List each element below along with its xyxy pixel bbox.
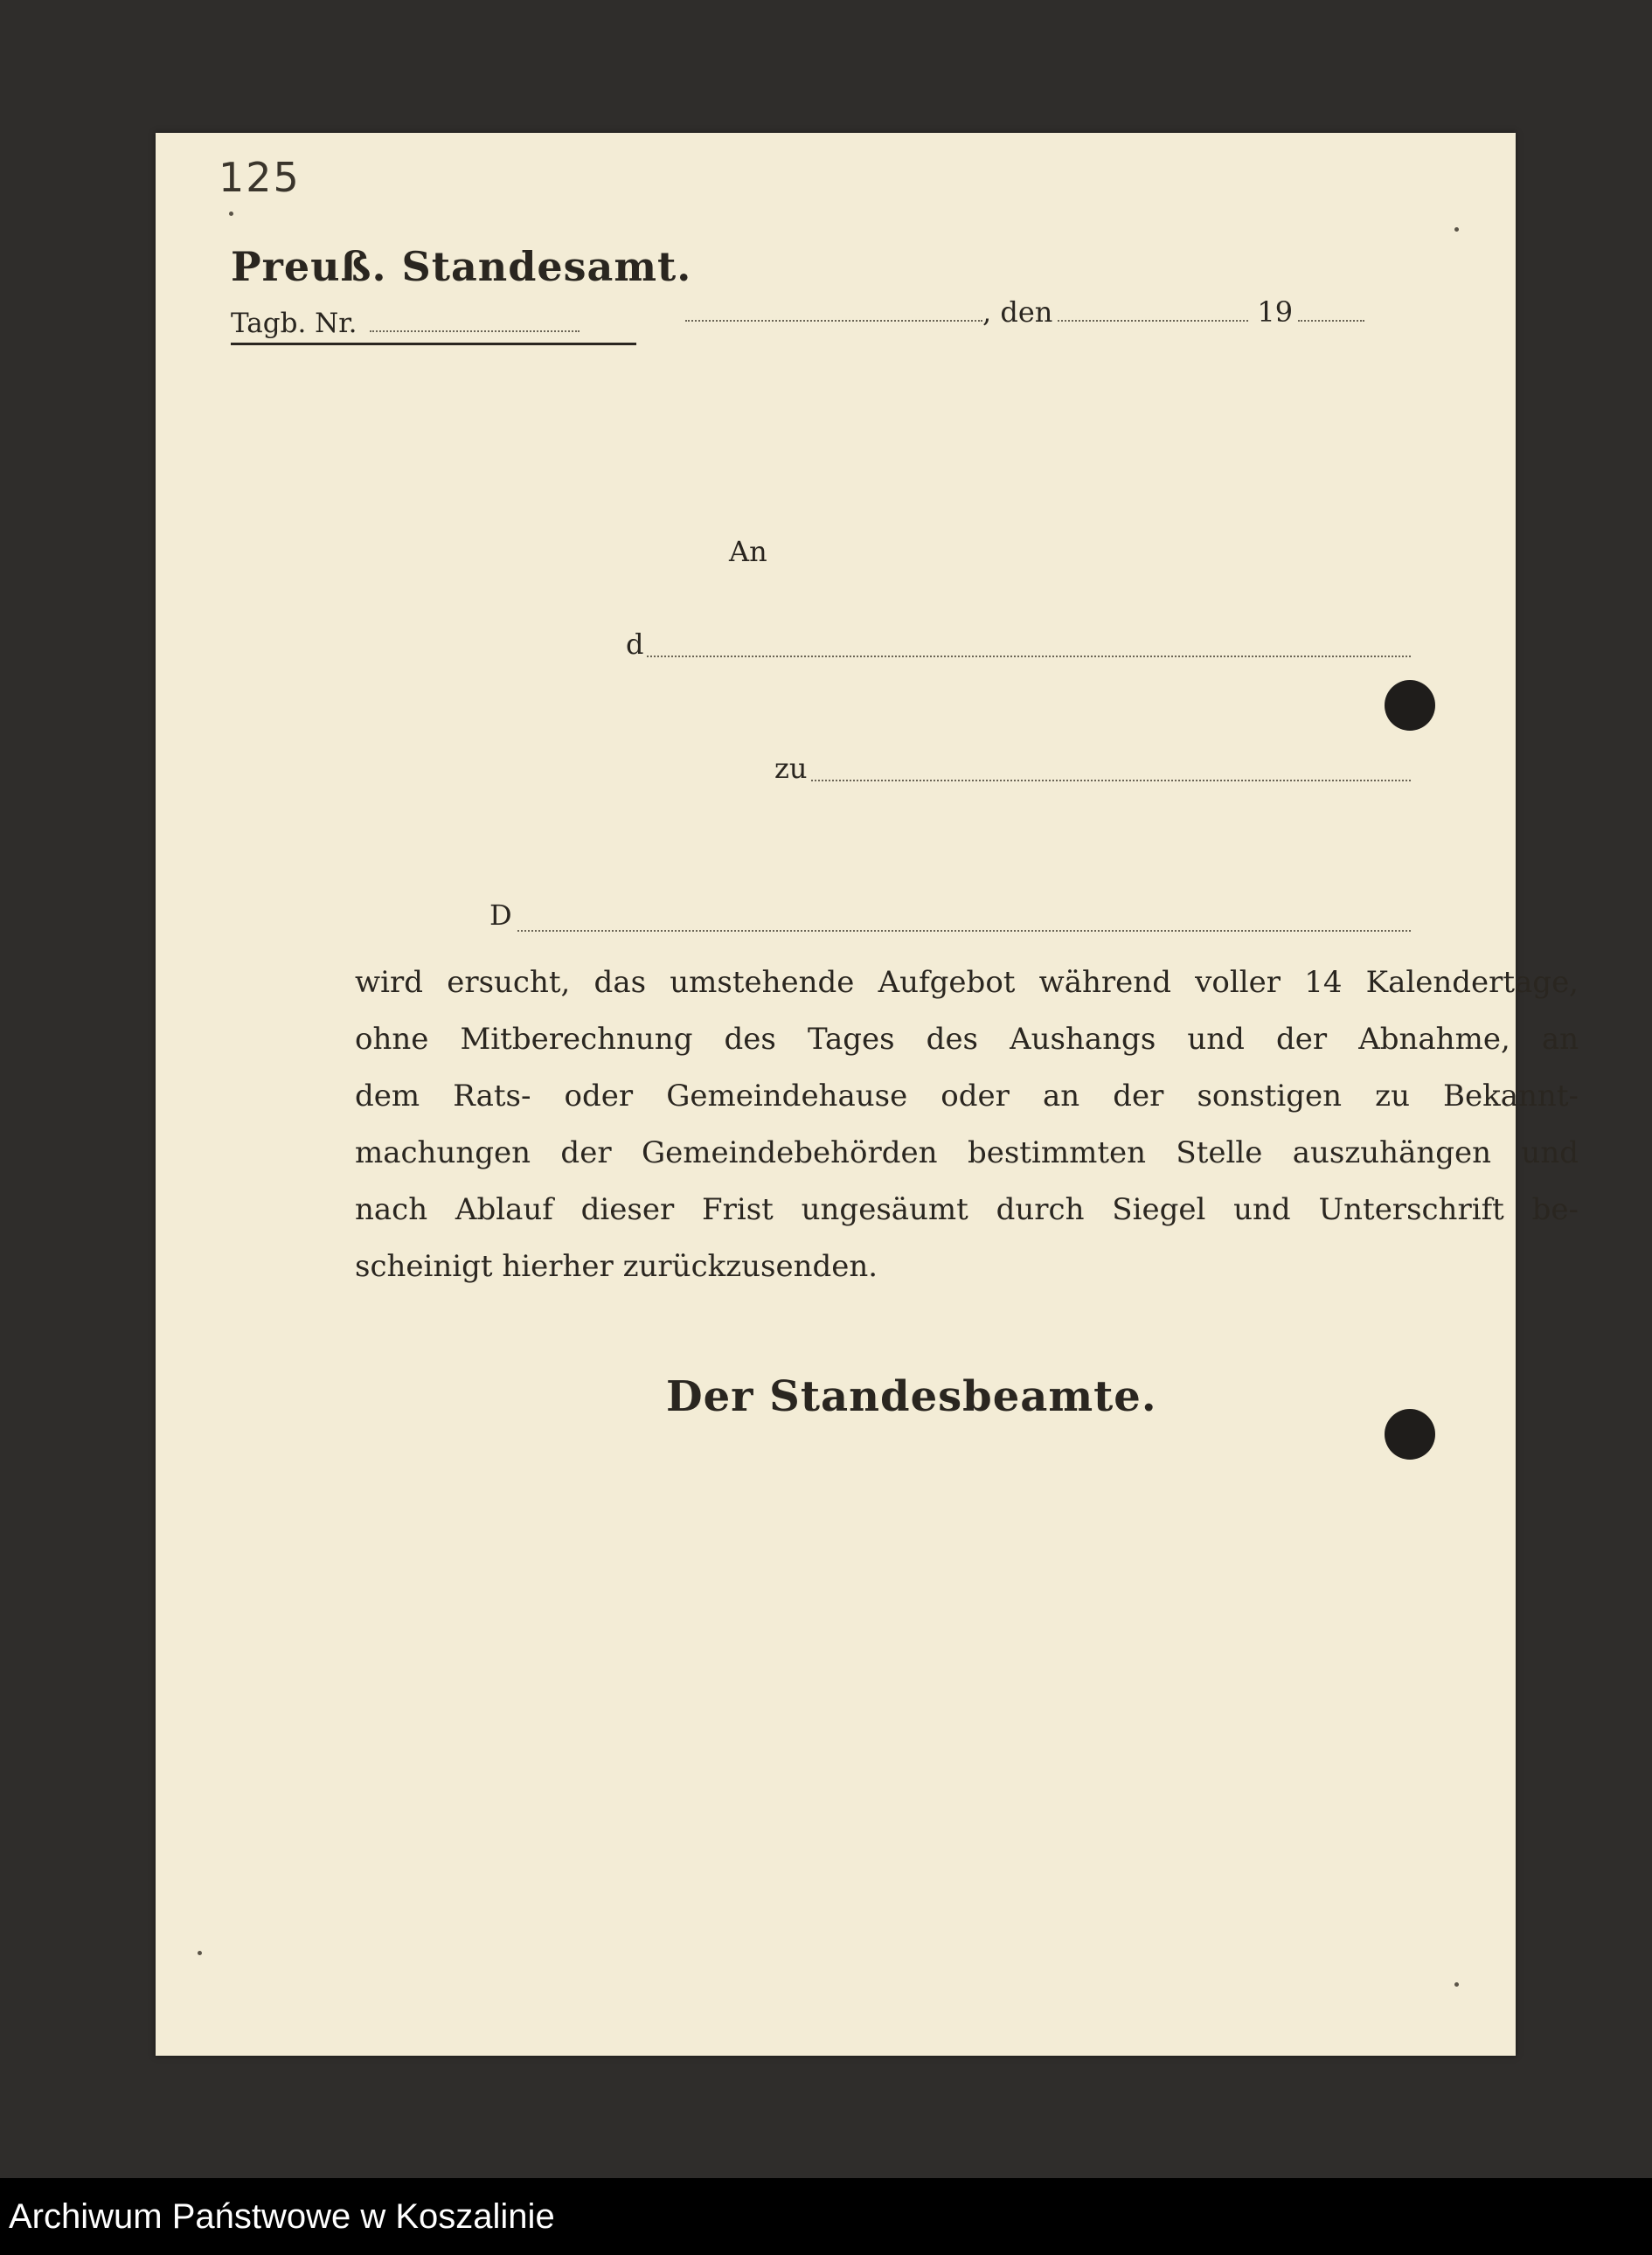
body-line: machungen der Gemeindebehörden bestimmten Stelle auszuhängen und xyxy=(355,1135,1579,1170)
recipient-d-label: D xyxy=(489,899,512,932)
body-line: wird ersucht, das umstehende Aufgebot während voller 14 Kalendertage, xyxy=(355,965,1579,1000)
addressee-place-blank xyxy=(811,778,1411,781)
office-heading: Preuß. Standesamt. xyxy=(231,243,692,290)
paper-speck xyxy=(198,1951,202,1955)
body-line: ohne Mitberechnung des Tages des Aushangs und der Abnahme, an xyxy=(355,1022,1579,1057)
paper-speck xyxy=(1454,1982,1459,1987)
punch-hole xyxy=(1385,1409,1435,1460)
body-line: nach Ablauf dieser Frist ungesäumt durch Siegel und Unterschrift be- xyxy=(355,1192,1579,1227)
day-blank xyxy=(1058,313,1248,322)
date-line xyxy=(685,295,1364,329)
paper-speck xyxy=(229,212,233,216)
date-den-label: , den xyxy=(982,295,1053,329)
addressee-name-blank xyxy=(647,654,1411,657)
addressee-zu-label: zu xyxy=(774,752,808,785)
body-line: scheinigt hierher zurückzusenden. xyxy=(355,1249,878,1284)
journal-number-field xyxy=(231,308,636,345)
body-line: dem Rats- oder Gemeindehause oder an der sonstigen zu Bekannt- xyxy=(355,1079,1579,1114)
archive-name: Archiwum Państwowe w Koszalinie xyxy=(9,2197,555,2236)
recipient-name-blank xyxy=(517,928,1411,932)
addressee-an-label: An xyxy=(729,535,767,568)
place-blank xyxy=(685,313,982,322)
body-paragraph xyxy=(355,954,1579,1295)
addressee-d-label: d xyxy=(626,628,644,661)
paper-speck xyxy=(1454,227,1459,232)
signature-line: Der Standesbeamte. xyxy=(666,1372,1157,1421)
folio-number: 125 xyxy=(219,154,301,201)
year-blank xyxy=(1298,313,1364,322)
journal-number-blank xyxy=(370,322,580,332)
journal-label: Tagb. Nr. xyxy=(231,308,357,339)
document-page xyxy=(156,133,1579,2056)
punch-hole xyxy=(1385,680,1435,731)
archive-footer-bar xyxy=(0,2178,1652,2255)
date-year-label: 19 xyxy=(1257,295,1294,329)
